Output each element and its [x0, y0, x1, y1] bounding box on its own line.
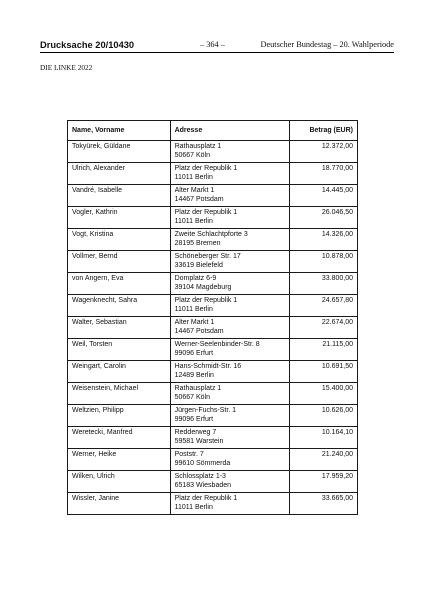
address-city: 99610 Sömmerda	[174, 460, 231, 467]
cell-address	[170, 449, 290, 471]
cell-name: Wilken, Ulrich	[68, 471, 171, 493]
donations-table	[67, 120, 358, 515]
cell-address	[170, 493, 290, 515]
page-header	[40, 40, 394, 53]
address-street: Platz der Republik 1	[174, 165, 238, 172]
cell-name: Weretecki, Manfred	[68, 427, 171, 449]
column-header-address: Adresse	[170, 121, 290, 141]
cell-amount: 21.240,00	[290, 449, 358, 471]
address-street: Alter Markt 1	[174, 187, 215, 194]
cell-amount: 22.674,00	[290, 317, 358, 339]
table-row	[68, 493, 358, 515]
address-city: 11011 Berlin	[174, 218, 213, 225]
cell-name: Vogler, Kathrin	[68, 207, 171, 229]
cell-address	[170, 251, 290, 273]
address-city: 39104 Magdeburg	[174, 284, 232, 291]
cell-address	[170, 185, 290, 207]
table-row	[68, 273, 358, 295]
cell-name: Weltzien, Philipp	[68, 405, 171, 427]
cell-name: Werner, Heike	[68, 449, 171, 471]
cell-name: Wagenknecht, Sahra	[68, 295, 171, 317]
table-row	[68, 207, 358, 229]
address-street: Schöneberger Str. 17	[174, 253, 241, 260]
table-row	[68, 383, 358, 405]
publisher-info: Deutscher Bundestag – 20. Wahlperiode	[260, 40, 394, 49]
table-row	[68, 471, 358, 493]
cell-name: Vogt, Kristina	[68, 229, 171, 251]
cell-address	[170, 383, 290, 405]
cell-amount: 33.665,00	[290, 493, 358, 515]
address-city: 14467 Potsdam	[174, 196, 224, 203]
address-city: 11011 Berlin	[174, 306, 213, 313]
page-number: – 364 –	[200, 40, 225, 49]
address-city: 12489 Berlin	[174, 372, 214, 379]
address-city: 50667 Köln	[174, 152, 211, 159]
address-street: Hans-Schmidt-Str. 16	[174, 363, 242, 370]
cell-amount: 15.400,00	[290, 383, 358, 405]
cell-name: Weingart, Carolin	[68, 361, 171, 383]
address-city: 65183 Wiesbaden	[174, 482, 232, 489]
cell-amount: 26.046,50	[290, 207, 358, 229]
cell-name: Weil, Torsten	[68, 339, 171, 361]
table-row	[68, 317, 358, 339]
table-row	[68, 427, 358, 449]
address-street: Rathausplatz 1	[174, 143, 222, 150]
address-city: 11011 Berlin	[174, 504, 213, 511]
address-street: Platz der Republik 1	[174, 495, 238, 502]
cell-amount: 12.372,00	[290, 141, 358, 163]
cell-name: Ulrich, Alexander	[68, 163, 171, 185]
table-body	[68, 141, 358, 515]
table-row	[68, 295, 358, 317]
address-city: 99096 Erfurt	[174, 416, 214, 423]
cell-address	[170, 471, 290, 493]
address-street: Platz der Republik 1	[174, 209, 238, 216]
address-city: 33619 Bielefeld	[174, 262, 223, 269]
cell-address	[170, 141, 290, 163]
cell-amount: 14.445,00	[290, 185, 358, 207]
address-city: 14467 Potsdam	[174, 328, 224, 335]
document-number-prefix: Drucksache 20/	[40, 40, 109, 50]
address-street: Werner-Seelenbinder-Str. 8	[174, 341, 260, 348]
cell-amount: 18.770,00	[290, 163, 358, 185]
address-street: Rathausplatz 1	[174, 385, 222, 392]
address-city: 11011 Berlin	[174, 174, 213, 181]
cell-address	[170, 273, 290, 295]
cell-address	[170, 361, 290, 383]
address-street: Alter Markt 1	[174, 319, 215, 326]
document-number	[40, 40, 134, 50]
address-city: 50667 Köln	[174, 394, 211, 401]
table-header-row	[68, 121, 358, 141]
cell-name: Wissler, Janine	[68, 493, 171, 515]
address-street: Domplatz 6-9	[174, 275, 217, 282]
address-street: Schlossplatz 1-3	[174, 473, 226, 480]
table-row	[68, 141, 358, 163]
column-header-amount: Betrag (EUR)	[290, 121, 358, 141]
cell-address	[170, 317, 290, 339]
table-row	[68, 405, 358, 427]
address-city: 59581 Warstein	[174, 438, 224, 445]
table-row	[68, 361, 358, 383]
cell-address	[170, 339, 290, 361]
cell-name: Vollmer, Bernd	[68, 251, 171, 273]
address-street: Zweite Schlachtpforte 3	[174, 231, 248, 238]
section-title: DIE LINKE 2022	[40, 63, 93, 72]
address-street: Jürgen-Fuchs-Str. 1	[174, 407, 237, 414]
cell-name: Vandré, Isabelle	[68, 185, 171, 207]
cell-address	[170, 163, 290, 185]
cell-amount: 24.657,80	[290, 295, 358, 317]
cell-address	[170, 405, 290, 427]
cell-amount: 17.959,20	[290, 471, 358, 493]
column-header-name: Name, Vorname	[68, 121, 171, 141]
cell-amount: 10.878,00	[290, 251, 358, 273]
cell-name: Walter, Sebastian	[68, 317, 171, 339]
cell-name: von Angern, Eva	[68, 273, 171, 295]
cell-amount: 10.626,00	[290, 405, 358, 427]
cell-amount: 21.115,00	[290, 339, 358, 361]
cell-address	[170, 207, 290, 229]
cell-address	[170, 427, 290, 449]
address-city: 99096 Erfurt	[174, 350, 214, 357]
table-row	[68, 185, 358, 207]
cell-name: Weisenstein, Michael	[68, 383, 171, 405]
cell-amount: 14.326,00	[290, 229, 358, 251]
cell-address	[170, 295, 290, 317]
address-street: Poststr. 7	[174, 451, 204, 458]
cell-amount: 10.691,50	[290, 361, 358, 383]
table-row	[68, 449, 358, 471]
address-city: 28195 Bremen	[174, 240, 221, 247]
document-number-value: 10430	[108, 40, 135, 50]
address-street: Platz der Republik 1	[174, 297, 238, 304]
cell-amount: 33.800,00	[290, 273, 358, 295]
cell-amount: 10.164,10	[290, 427, 358, 449]
table-row	[68, 229, 358, 251]
table-row	[68, 251, 358, 273]
address-street: Redderweg 7	[174, 429, 217, 436]
table-row	[68, 163, 358, 185]
table-row	[68, 339, 358, 361]
cell-name: Tokyürek, Güldane	[68, 141, 171, 163]
cell-address	[170, 229, 290, 251]
